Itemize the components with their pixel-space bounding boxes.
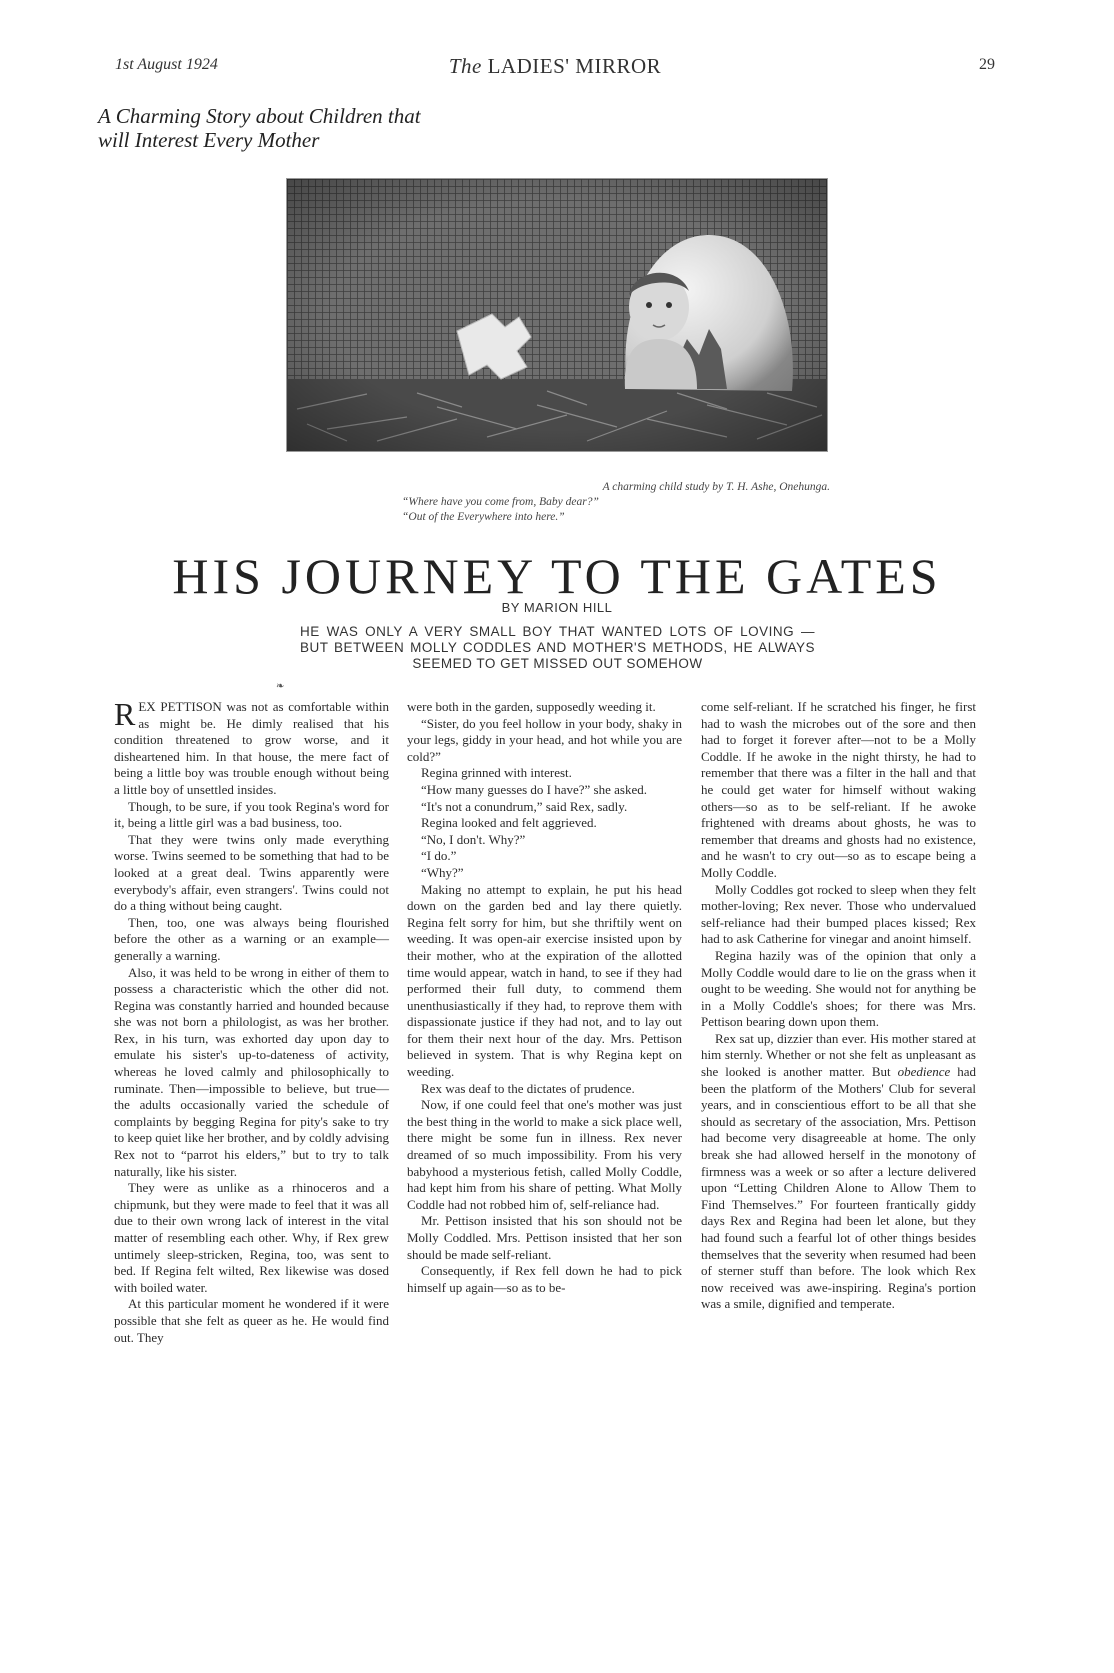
article-paragraph: “No, I don't. Why?” xyxy=(421,831,526,847)
article-paragraph: At this particular moment he wondered if it were possible that she felt as queer as he. He would find out. They xyxy=(114,1296,389,1345)
caption-verse-line: “Out of the Everywhere into here.” xyxy=(402,511,565,523)
story-title: HIS JOURNEY TO THE GATES xyxy=(172,548,942,604)
article-paragraph: Also, it was held to be wrong in either of them to possess a characteristic which the other did not. Regina was constantly harried and hounded because she was not born a philologist, as was her brother. Rex, in his turn, was exhorted day upon day to emulate his sister's up-to-dateness of activity, whereas he loved calmly and philosophically to ruminate. Then—impossible to believe, but true—the adults occasionally varied the schedule of complaints by begging Regina for pity's sake to try to keep quiet like her brother, and by coldly advising Rex not to “parrot his elders,” but to try to talk naturally, like his sister. xyxy=(114,964,389,1179)
article-paragraph: Mr. Pettison insisted that his son should not be Molly Coddled. Mrs. Pettison insisted that her son should be made self-reliant. xyxy=(407,1213,682,1262)
article-paragraph: were both in the garden, supposedly weeding it. xyxy=(407,699,656,714)
emphasis-word: obedience xyxy=(897,1064,951,1080)
story-byline: BY MARION HILL xyxy=(501,600,613,615)
article-paragraph: Though, to be sure, if you took Regina's word for it, being a little girl was a bad business, too. xyxy=(114,798,389,831)
caption-verse-line: “Where have you come from, Baby dear?” xyxy=(402,496,599,508)
article-paragraph: “How many guesses do I have?” she asked. xyxy=(421,781,647,797)
story-subheading: HE WAS ONLY A VERY SMALL BOY THAT WANTED LOTS OF LOVING — BUT BETWEEN MOLLY CODDLES AND MOTHER'S METHODS, HE ALWAYS SEEMED TO GET MISSED OUT SOMEHOW xyxy=(300,624,815,671)
article-paragraph: Rex was deaf to the dictates of prudence. xyxy=(421,1080,635,1096)
baby-egg-photo xyxy=(286,178,828,452)
drop-cap: R xyxy=(114,696,136,732)
article-paragraph: Regina hazily was of the opinion that only a Molly Coddle would dare to lie on the grass when it ought to be weeding. She would not for anything be in a Molly Coddle's shoes; for there was Mrs. Pettison bearing down upon them. xyxy=(701,947,976,1030)
issue-date: 1st August 1924 xyxy=(115,56,218,73)
magazine-title-name: LADIES' MIRROR xyxy=(487,54,662,78)
photo-caption xyxy=(400,480,830,525)
paragraph-text: Rex sat up, dizzier than ever. His mother stared at him sternly. Whether or not she felt as unpleasant as she looked is another matter. But xyxy=(701,1030,976,1080)
article-paragraph: Making no attempt to explain, he put his head down on the garden bed and lay there quietly. Regina felt sorry for him, but she thriftily went on weeding. It was open-air exercise insisted upon by their mother, who at the expiration of the allotted time would appear, watch in hand, to see if they had performed their full duty, to commend them unenthusiastically if they had, to reprove them with dispassionate justice if they had not, and to lay out for them their next hour of the day. Mrs. Pettison believed in system. That is why Regina kept on weeding. xyxy=(407,881,682,1080)
article-paragraph: They were as unlike as a rhinoceros and a chipmunk, but they were made to feel that it was all due to their own wrong lack of interest in the vital matter of resembling each other. Why, if Rex grew untimely sleep-stricken, Regina, too, was sent to bed. If Regina felt wilted, Rex likewise was dosed with boiled water. xyxy=(114,1180,389,1295)
article-paragraph: “It's not a conundrum,” said Rex, sadly. xyxy=(421,798,628,814)
paragraph-text: had been the platform of the Mothers' Club for several years, and in conscientious effort to be all that she should as secretary of the association, Mrs. Pettison had become very disagreeable at home. The only break she had allowed herself in the monotony of firmness was a week or so after a lecture delivered upon “Letting Children Alone to Allow Them to Find Themselves.” For fourteen frantically giddy days Rex and Regina had been let alone, but they had found such a fearful lot of other things besides themselves that the severity when resumed had been of sterner stuff than before. The look which Rex now received was awe-inspiring. Regina's portion was a smile, dignified and temperate. xyxy=(701,1064,976,1312)
paragraph-text: EX PETTISON was not as comfortable within as might be. He dimly realised that his condition threatened to grow worse, and it disheartened him. In that house, the mere fact of being a little boy was trouble enough without being a little boy of unsettled insides. xyxy=(114,699,389,797)
article-paragraph: That they were twins only made everything worse. Twins seemed to be something that had to be looked at a great deal. Twins apparently were everybody's affair, even strangers'. Twins could not do a thing without being caught. xyxy=(114,831,389,914)
magazine-title xyxy=(115,54,995,79)
article-paragraph: Now, if one could feel that one's mother was just the best thing in the world to make a sick place well, there might be some fun in illness. Rex never dreamed of so much impossibility. From his very babyhood a mysterious fetish, called Molly Coddle, had kept him from his share of petting. What Molly Coddle had not robbed him of, self-reliance had. xyxy=(407,1097,682,1212)
magazine-title-prefix: The xyxy=(448,54,482,78)
article-paragraph: “I do.” xyxy=(421,848,457,864)
article-paragraph: Regina looked and felt aggrieved. xyxy=(421,815,597,831)
ornament-icon: ❧ xyxy=(276,681,285,692)
running-header xyxy=(115,54,995,84)
article-column-1 xyxy=(114,696,389,1346)
page-number: 29 xyxy=(979,56,995,73)
article-paragraph: Consequently, if Rex fell down he had to pick himself up again—so as to be- xyxy=(407,1263,682,1295)
article-paragraph: “Why?” xyxy=(421,864,464,880)
article-paragraph: Then, too, one was always being flourished before the other as a warning or an example—generally a warning. xyxy=(114,914,389,963)
article-paragraph xyxy=(114,696,389,799)
article-paragraph: Molly Coddles got rocked to sleep when they felt mother-loving; Rex never. Those who undervalued self-reliance had their bumped places kissed; Rex had to ask Catherine for vinegar and anoint himself. xyxy=(701,881,976,947)
article-paragraph: come self-reliant. If he scratched his finger, he first had to wash the microbes out of the sore and then had to forget it forever after—not to be a Molly Coddle. If he awoke in the night thirsty, he had to remember that there was a filter in the hall and that he could get water for himself without waking others—so as to be self-reliant. If he awoke frightened with dreams about ghosts, he was to remember that dreams and ghosts had no existence, and he wasn't to cry out—so as to escape being a Molly Coddle. xyxy=(701,699,976,880)
article-column-2 xyxy=(407,699,682,1296)
article-paragraph: Regina grinned with interest. xyxy=(421,765,572,781)
article-column-3 xyxy=(701,699,976,1313)
story-tagline: A Charming Story about Children that will Interest Every Mother xyxy=(98,104,421,152)
article-paragraph xyxy=(701,1031,976,1313)
article-paragraph: “Sister, do you feel hollow in your body, shaky in your legs, giddy in your head, and hot while you are cold?” xyxy=(407,715,682,764)
photo-credit: A charming child study by T. H. Ashe, Onehunga. xyxy=(602,481,830,493)
